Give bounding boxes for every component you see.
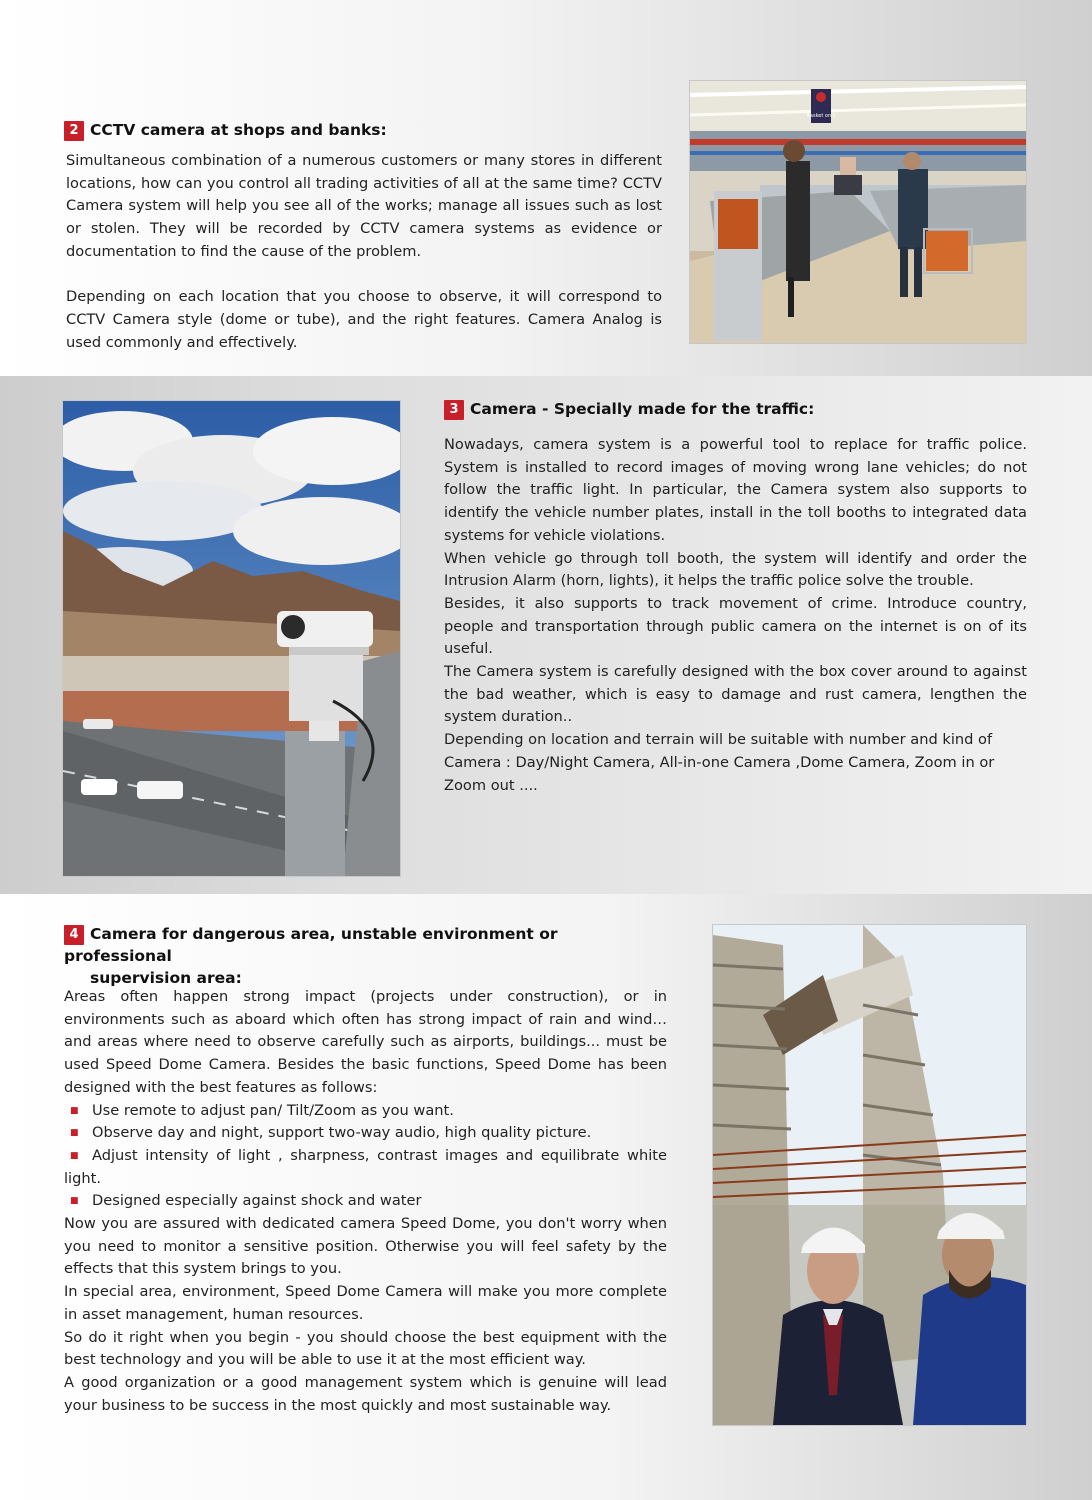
bullet-square-icon: ■ — [70, 1150, 79, 1161]
bullet-square-icon: ■ — [70, 1105, 79, 1116]
section-3-paragraph: When vehicle go through toll booth, the system will identify and order the Intrusion Alarm (horn, lights), it helps the traffic police solve the trouble. — [444, 549, 1027, 590]
supermarket-checkout-photo — [689, 80, 1027, 344]
section-2-paragraph: Simultaneous combination of a numerous customers or many stores in different locations, how can you control all trading activities of all at the same time? CCTV Camera system will help you see all of the works; manage all issues such as lost or stolen. They will be recorded by CCTV camera systems as evidence or documentation to find the cause of the problem. — [66, 152, 662, 260]
bullet-square-icon: ■ — [70, 1128, 79, 1139]
section-4-title-line-2: supervision area: — [90, 969, 242, 987]
bullet-square-icon: ■ — [70, 1196, 79, 1207]
section-2-title: CCTV camera at shops and banks: — [90, 121, 387, 139]
section-2-number-badge: 2 — [64, 121, 84, 141]
bullet-item: ■ Use remote to adjust pan/ Tilt/Zoom as you want. — [64, 1100, 667, 1123]
section-2-paragraph: Depending on each location that you choose to observe, it will correspond to CCTV Camera style (dome or tube), and the right features. Camera Analog is used commonly and effectively. — [66, 288, 662, 351]
section-4-number-badge: 4 — [64, 925, 84, 945]
section-4-heading — [64, 923, 664, 989]
section-4-title-line-1: Camera for dangerous area, unstable environment or professional — [64, 925, 558, 965]
section-4-paragraph: A good organization or a good management system which is genuine will lead your business to be success in the most quickly and most sustainable way. — [64, 1373, 667, 1414]
section-3-paragraph: The Camera system is carefully designed with the box cover around to against the bad weather, which is easy to damage and rust camera, lengthen the system duration.. — [444, 663, 1027, 726]
section-3-paragraph: Nowadays, camera system is a powerful tool to replace for traffic police. System is installed to record images of moving wrong lane vehicles; do not follow the traffic light. In particular, the Camera system also supports to identify the vehicle number plates, install in the toll booths to integrated data systems for vehicle violations. — [444, 436, 1027, 544]
section-4-body — [64, 986, 667, 1417]
section-3-number-badge: 3 — [444, 400, 464, 420]
section-3-heading — [444, 398, 814, 420]
bullet-item: ■ Adjust intensity of light , sharpness, contrast images and equilibrate white light. — [64, 1146, 667, 1187]
section-3-body — [444, 434, 1027, 797]
section-3-paragraph: Besides, it also supports to track movement of crime. Introduce country, people and transportation through public camera on the internet is on of its useful. — [444, 594, 1027, 658]
construction-site-photo — [712, 924, 1027, 1426]
basket-only-sign: Basket only — [806, 113, 836, 119]
section-4-paragraph: In special area, environment, Speed Dome Camera will make you more complete in asset management, human resources. — [64, 1283, 667, 1323]
section-4-paragraph: So do it right when you begin - you should choose the best equipment with the best technology and you will be able to use it at the most efficient way. — [64, 1328, 667, 1369]
section-3-paragraph: Depending on location and terrain will be suitable with number and kind of Camera : Day/Night Camera, All-in-one Camera ,Dome Camera, Zoom in or Zoom out .... — [444, 731, 995, 794]
section-3-title: Camera - Specially made for the traffic: — [470, 400, 815, 418]
section-4-paragraph: Now you are assured with dedicated camera Speed Dome, you don't worry when you need to monitor a sensitive position. Otherwise you will feel safety by the effects that this system brings to you. — [64, 1215, 667, 1278]
section-4-intro: Areas often happen strong impact (projects under construction), or in environments such as aboard which often has strong impact of rain and wind… and areas where need to observe carefully such as airports, buildings... must be used Speed Dome Camera. Besides the basic functions, Speed Dome has been designed with the best features as follows: — [64, 988, 667, 1096]
section-2-heading — [64, 119, 387, 141]
traffic-camera-photo — [62, 400, 401, 877]
bullet-item: ■ Observe day and night, support two-way audio, high quality picture. — [64, 1122, 667, 1145]
section-2-body — [66, 150, 662, 354]
bullet-item: ■ Designed especially against shock and water — [64, 1190, 667, 1213]
